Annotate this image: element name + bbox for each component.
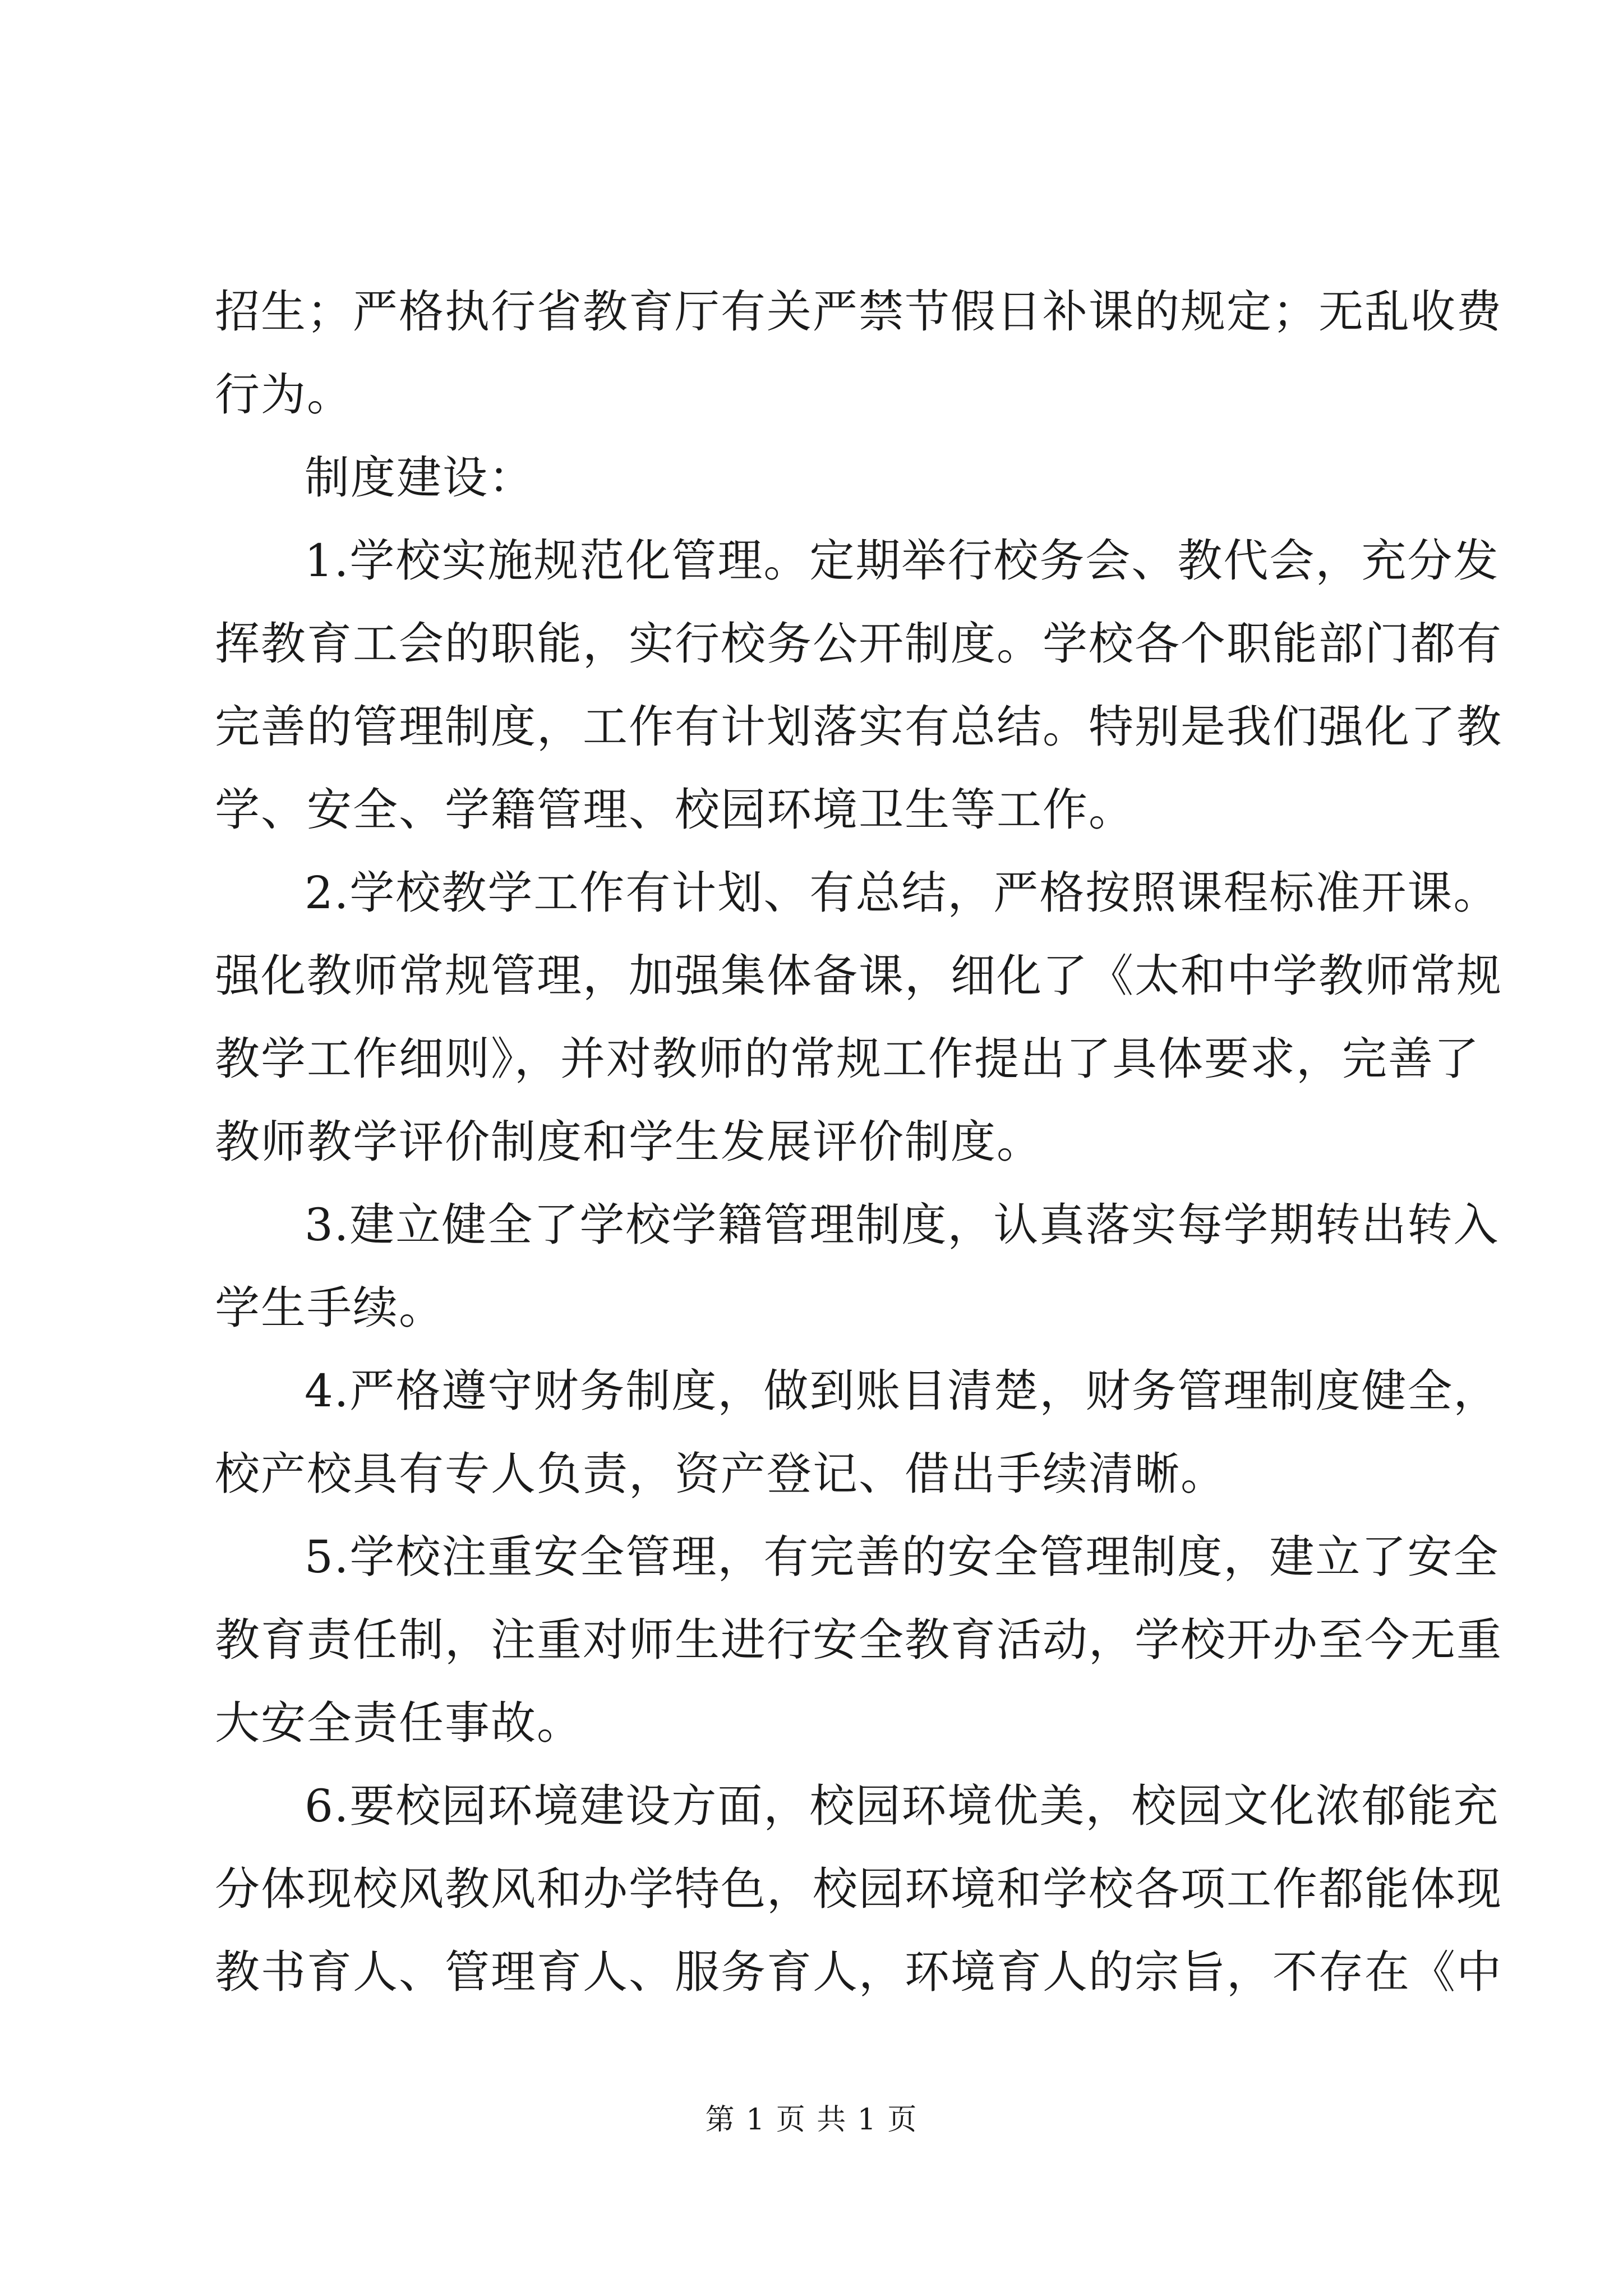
page-number-footer: 第 1 页 共 1 页 xyxy=(705,2103,918,2137)
document-body xyxy=(215,270,1502,2014)
text-line: 5.学校注重安全管理，有完善的安全管理制度，建立了安全 xyxy=(305,1531,1500,1583)
text-line: 校产校具有专人负责，资产登记、借出手续清晰。 xyxy=(215,1448,1227,1500)
text-line: 学生手续。 xyxy=(215,1282,445,1334)
text-line: 教书育人、管理育人、服务育人，环境育人的宗旨，不存在《中 xyxy=(215,1946,1502,1998)
text-line: 1.学校实施规范化管理。定期举行校务会、教代会，充分发 xyxy=(305,535,1500,587)
text-line: 学、安全、学籍管理、校园环境卫生等工作。 xyxy=(215,784,1135,836)
text-line: 3.建立健全了学校学籍管理制度，认真落实每学期转出转入 xyxy=(305,1199,1500,1251)
section-heading: 制度建设： xyxy=(305,452,534,504)
text-line: 教师教学评价制度和学生发展评价制度。 xyxy=(215,1116,1043,1168)
text-line: 挥教育工会的职能，实行校务公开制度。学校各个职能部门都有 xyxy=(215,618,1502,670)
text-line: 强化教师常规管理，加强集体备课，细化了《太和中学教师常规 xyxy=(215,950,1502,1002)
text-line: 完善的管理制度，工作有计划落实有总结。特别是我们强化了教 xyxy=(215,701,1502,753)
text-line: 2.学校教学工作有计划、有总结，严格按照课程标准开课。 xyxy=(305,867,1500,919)
text-line: 教育责任制，注重对师生进行安全教育活动，学校开办至今无重 xyxy=(215,1614,1502,1666)
text-line: 大安全责任事故。 xyxy=(215,1697,583,1749)
text-line: 招生；严格执行省教育厅有关严禁节假日补课的规定；无乱收费 xyxy=(215,286,1502,338)
text-line: 分体现校风教风和办学特色，校园环境和学校各项工作都能体现 xyxy=(215,1863,1502,1915)
text-line: 行为。 xyxy=(215,369,353,421)
text-line: 教学工作细则》，并对教师的常规工作提出了具体要求，完善了 xyxy=(215,1033,1480,1085)
text-line: 4.严格遵守财务制度，做到账目清楚，财务管理制度健全， xyxy=(305,1365,1500,1417)
text-line: 6.要校园环境建设方面，校园环境优美，校园文化浓郁能充 xyxy=(305,1780,1500,1832)
